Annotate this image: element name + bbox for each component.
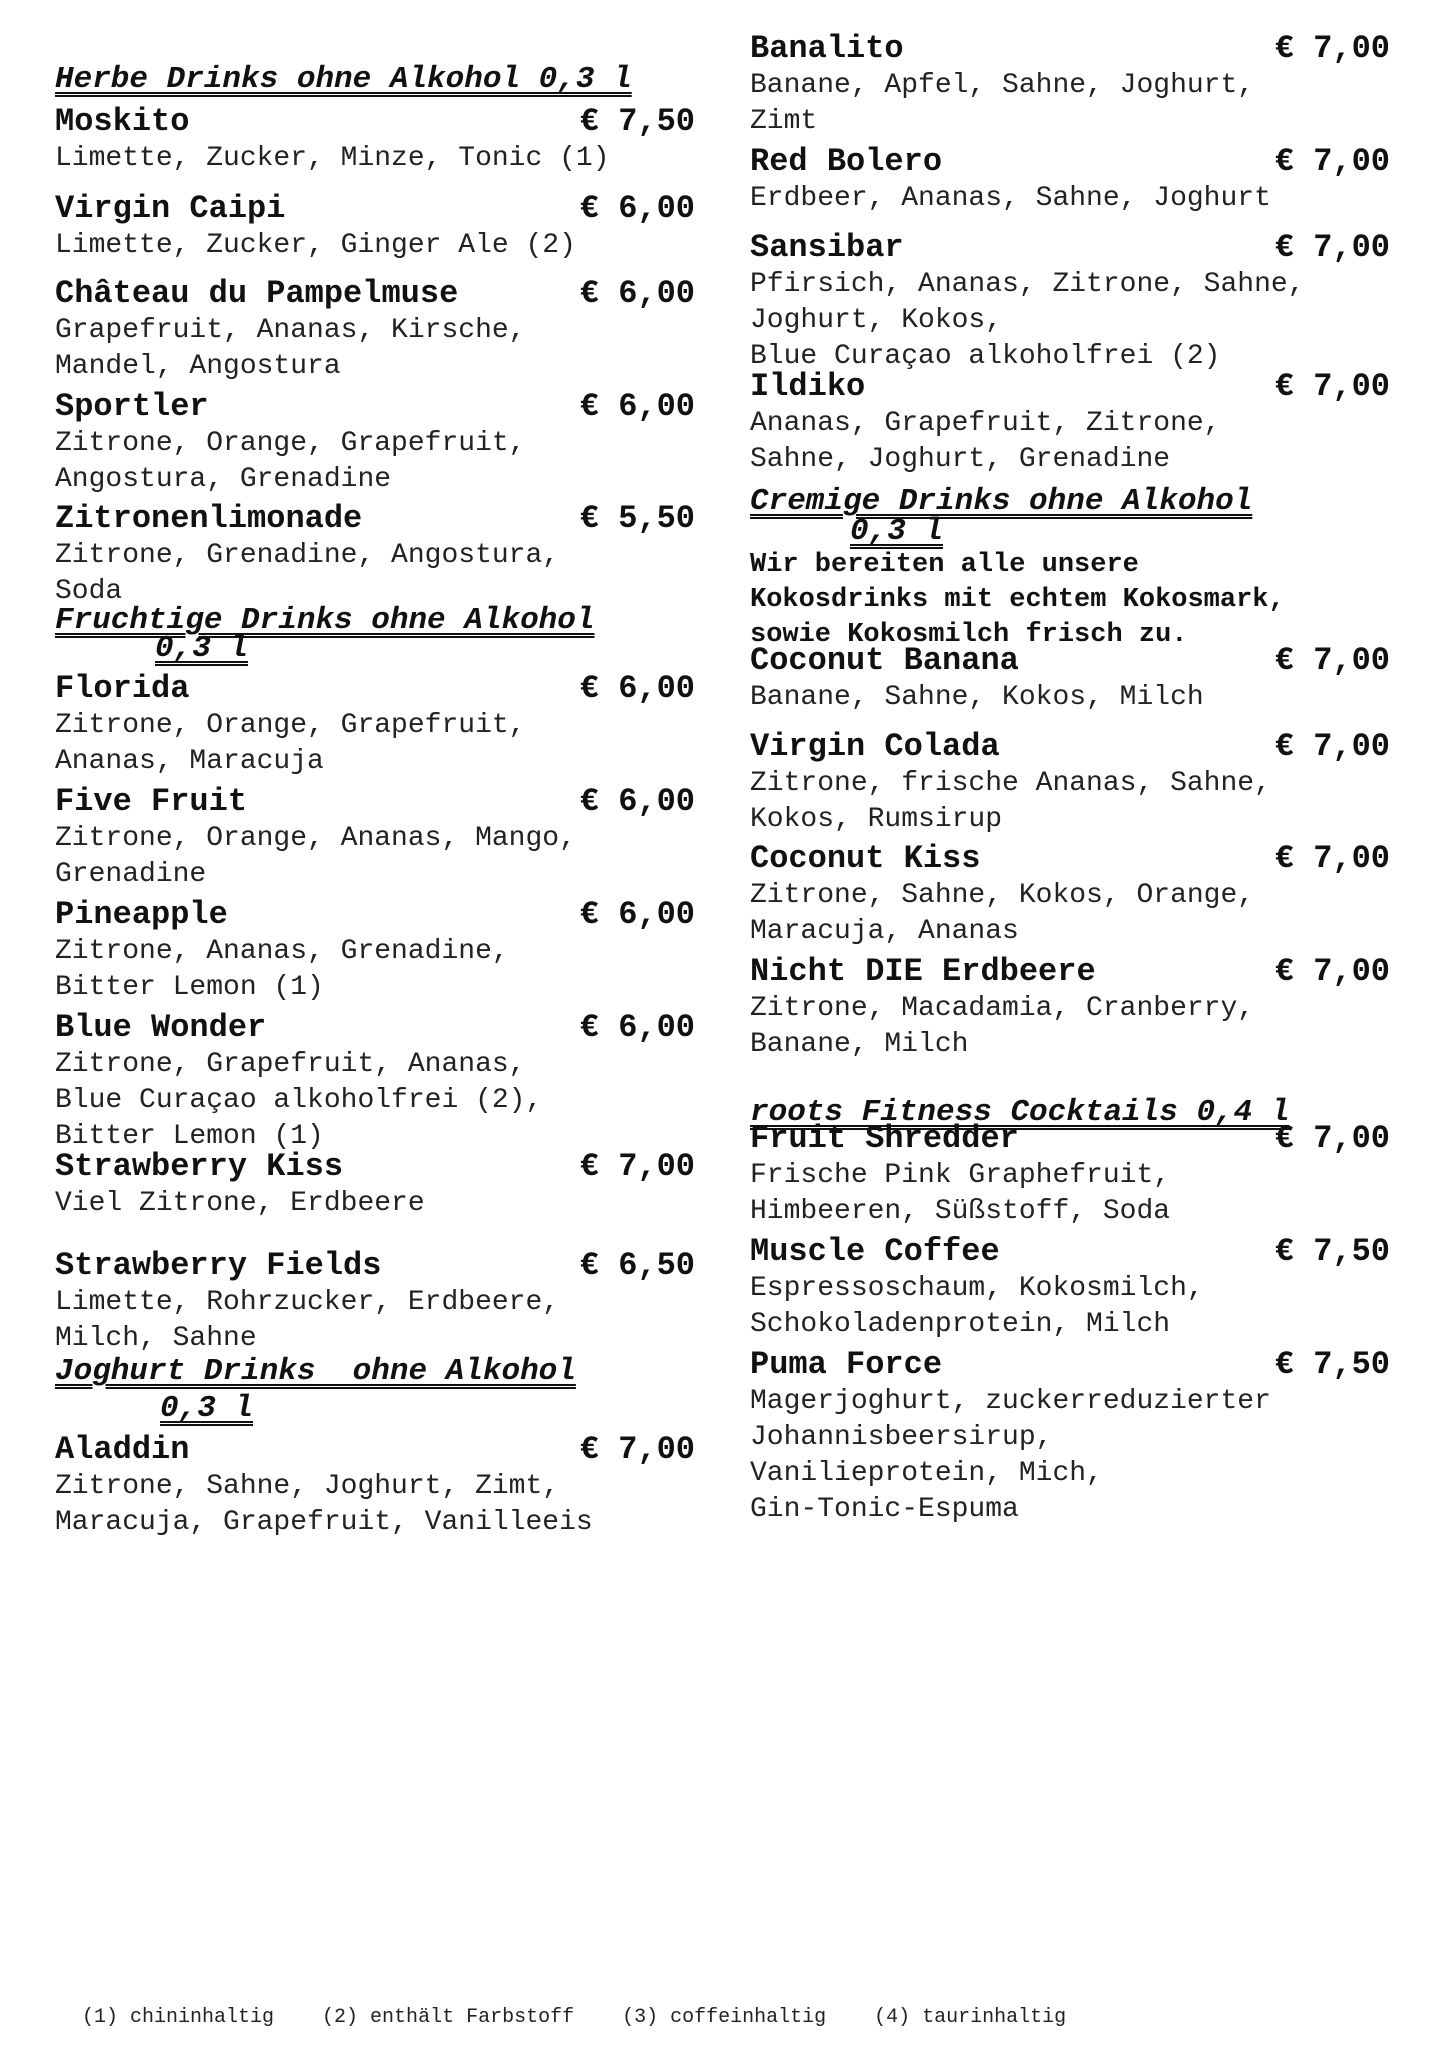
drink-price: € 7,00	[1274, 840, 1390, 877]
section-heading-volume: 0,3 l	[850, 514, 944, 549]
drink-name: Zitronenlimonade	[55, 500, 363, 537]
drink-price: € 7,50	[1274, 1346, 1390, 1383]
footnote-3: (3) coffeinhaltig	[622, 2006, 827, 2029]
menu-item-header	[55, 1247, 695, 1285]
drink-name: Five Fruit	[55, 783, 248, 820]
menu-item	[750, 368, 1390, 478]
menu-item	[750, 1346, 1390, 1528]
drink-ingredients: Zimt	[750, 106, 818, 137]
menu-item	[750, 229, 1390, 375]
drink-ingredients: Bitter Lemon (1)	[55, 972, 324, 1003]
drink-ingredients: Erdbeer, Ananas, Sahne, Joghurt	[750, 183, 1271, 214]
section-heading-volume: 0,3 l	[160, 1391, 254, 1426]
menu-item-header	[55, 103, 695, 141]
drink-ingredients: Johannisbeersirup,	[750, 1422, 1053, 1453]
drink-price: € 6,00	[579, 896, 695, 933]
menu-item	[55, 896, 695, 1006]
drink-price: € 5,50	[579, 500, 695, 537]
drink-ingredients: Ananas, Maracuja	[55, 746, 324, 777]
menu-item-header	[55, 1431, 695, 1469]
drink-ingredients: Himbeeren, Süßstoff, Soda	[750, 1196, 1171, 1227]
menu-item	[55, 103, 695, 177]
drink-ingredients: Vanilieprotein, Mich,	[750, 1458, 1103, 1489]
drink-ingredients: Zitrone, Sahne, Joghurt, Zimt,	[55, 1471, 560, 1502]
drink-ingredients: Grenadine	[55, 859, 207, 890]
drink-ingredients: Limette, Zucker, Ginger Ale (2)	[55, 230, 576, 261]
menu-item-header	[750, 953, 1390, 991]
menu-item	[55, 1148, 695, 1222]
drink-ingredients: Pfirsich, Ananas, Zitrone, Sahne,	[750, 269, 1305, 300]
drink-ingredients: Soda	[55, 576, 123, 607]
drink-ingredients: Zitrone, Macadamia, Cranberry,	[750, 993, 1255, 1024]
drink-ingredients: Frische Pink Graphefruit,	[750, 1160, 1171, 1191]
drink-name: Virgin Colada	[750, 728, 1000, 765]
drink-ingredients: Gin-Tonic-Espuma	[750, 1494, 1019, 1525]
menu-item	[55, 1247, 695, 1357]
drink-name: Puma Force	[750, 1346, 943, 1383]
drink-name: Florida	[55, 670, 190, 707]
drink-ingredients: Angostura, Grenadine	[55, 464, 392, 495]
footnote-1: (1) chininhaltig	[82, 2006, 275, 2029]
section-note: Wir bereiten alle unsere Kokosdrinks mit echtem Kokosmark, sowie Kokosmilch frisch zu.	[750, 550, 1285, 650]
menu-item-header	[750, 642, 1390, 680]
section-heading-volume: 0,3 l	[155, 631, 249, 666]
drink-name: Château du Pampelmuse	[55, 275, 459, 312]
menu-item	[750, 143, 1390, 217]
drink-price: € 7,00	[1274, 229, 1390, 266]
drink-name: Aladdin	[55, 1431, 190, 1468]
drink-price: € 7,00	[1274, 143, 1390, 180]
menu-item-header	[55, 275, 695, 313]
drink-ingredients: Zitrone, Orange, Grapefruit,	[55, 710, 526, 741]
menu-item	[750, 728, 1390, 838]
drink-name: Coconut Banana	[750, 642, 1019, 679]
drink-name: Muscle Coffee	[750, 1233, 1000, 1270]
drink-ingredients: Mandel, Angostura	[55, 351, 341, 382]
menu-item-header	[750, 1346, 1390, 1384]
footnote-4: (4) taurinhaltig	[874, 2006, 1067, 2029]
drink-name: Red Bolero	[750, 143, 943, 180]
drink-price: € 7,00	[1274, 368, 1390, 405]
menu-item-header	[55, 388, 695, 426]
menu-item-header	[55, 190, 695, 228]
drink-price: € 7,00	[1274, 642, 1390, 679]
drink-ingredients: Blue Curaçao alkoholfrei (2)	[750, 341, 1221, 372]
drink-name: Banalito	[750, 30, 904, 67]
drink-name: Nicht DIE Erdbeere	[750, 953, 1096, 990]
menu-item	[750, 1233, 1390, 1343]
menu-item	[750, 1120, 1390, 1230]
drink-ingredients: Blue Curaçao alkoholfrei (2),	[55, 1085, 543, 1116]
drink-price: € 7,00	[579, 1148, 695, 1185]
menu-item-header	[750, 728, 1390, 766]
menu-item	[55, 500, 695, 610]
drink-name: Sportler	[55, 388, 209, 425]
drink-price: € 6,00	[579, 783, 695, 820]
section-heading: roots Fitness Cocktails 0,4 l	[750, 1095, 1290, 1130]
drink-price: € 7,00	[1274, 953, 1390, 990]
drink-ingredients: Zitrone, Orange, Ananas, Mango,	[55, 823, 576, 854]
menu-item	[55, 275, 695, 385]
menu-item	[750, 953, 1390, 1063]
menu-item-header	[55, 1009, 695, 1047]
footnote-2: (2) enthält Farbstoff	[322, 2006, 575, 2029]
menu-item-header	[750, 143, 1390, 181]
menu-item	[55, 190, 695, 264]
menu-item-header	[750, 1120, 1390, 1158]
drink-price: € 6,00	[579, 1009, 695, 1046]
menu-item-header	[55, 1148, 695, 1186]
menu-item	[55, 1009, 695, 1155]
drink-ingredients: Maracuja, Grapefruit, Vanilleeis	[55, 1507, 593, 1538]
menu-item-header	[55, 896, 695, 934]
drink-ingredients: Kokos, Rumsirup	[750, 804, 1003, 835]
menu-item	[55, 388, 695, 498]
menu-item	[55, 783, 695, 893]
menu-item	[750, 30, 1390, 140]
drink-ingredients: Espressoschaum, Kokosmilch,	[750, 1273, 1204, 1304]
drink-ingredients: Banane, Apfel, Sahne, Joghurt,	[750, 70, 1255, 101]
section-heading: Joghurt Drinks ohne Alkohol	[55, 1354, 576, 1389]
drink-price: € 7,00	[1274, 1120, 1390, 1157]
menu-item	[750, 642, 1390, 716]
drink-name: Strawberry Fields	[55, 1247, 382, 1284]
menu-item-header	[750, 30, 1390, 68]
drink-price: € 6,00	[579, 190, 695, 227]
drink-ingredients: Maracuja, Ananas	[750, 916, 1019, 947]
drink-ingredients: Milch, Sahne	[55, 1323, 257, 1354]
drink-ingredients: Magerjoghurt, zuckerreduzierter	[750, 1386, 1271, 1417]
drink-ingredients: Zitrone, Sahne, Kokos, Orange,	[750, 880, 1255, 911]
menu-item-header	[750, 840, 1390, 878]
drink-ingredients: Banane, Milch	[750, 1029, 969, 1060]
drink-name: Fruit Shredder	[750, 1120, 1019, 1157]
menu-item	[750, 840, 1390, 950]
drink-name: Blue Wonder	[55, 1009, 267, 1046]
menu-item	[55, 670, 695, 780]
menu-item-header	[750, 368, 1390, 406]
drink-price: € 6,00	[579, 275, 695, 312]
drink-ingredients: Zitrone, Ananas, Grenadine,	[55, 936, 509, 967]
section-heading: Herbe Drinks ohne Alkohol 0,3 l	[55, 62, 632, 97]
drink-name: Pineapple	[55, 896, 228, 933]
drink-name: Virgin Caipi	[55, 190, 286, 227]
section-heading: Cremige Drinks ohne Alkohol	[750, 484, 1253, 519]
drink-name: Ildiko	[750, 368, 866, 405]
menu-item-header	[750, 1233, 1390, 1271]
menu-item-header	[55, 500, 695, 538]
drink-price: € 6,00	[579, 388, 695, 425]
menu-item-header	[750, 229, 1390, 267]
drink-ingredients: Limette, Zucker, Minze, Tonic (1)	[55, 143, 610, 174]
drink-ingredients: Zitrone, Grenadine, Angostura,	[55, 540, 560, 571]
drink-price: € 7,00	[1274, 30, 1390, 67]
drink-name: Strawberry Kiss	[55, 1148, 344, 1185]
drink-ingredients: Zitrone, Orange, Grapefruit,	[55, 428, 526, 459]
drink-price: € 7,00	[579, 1431, 695, 1468]
drink-ingredients: Joghurt, Kokos,	[750, 305, 1003, 336]
drink-ingredients: Limette, Rohrzucker, Erdbeere,	[55, 1287, 560, 1318]
drink-ingredients: Zitrone, frische Ananas, Sahne,	[750, 768, 1271, 799]
footnotes	[58, 1983, 1158, 2029]
drink-ingredients: Schokoladenprotein, Milch	[750, 1309, 1171, 1340]
drink-price: € 7,00	[1274, 728, 1390, 765]
menu-item-header	[55, 783, 695, 821]
drink-name: Sansibar	[750, 229, 904, 266]
drink-name: Coconut Kiss	[750, 840, 981, 877]
drink-ingredients: Grapefruit, Ananas, Kirsche,	[55, 315, 526, 346]
drink-ingredients: Zitrone, Grapefruit, Ananas,	[55, 1049, 526, 1080]
drink-ingredients: Sahne, Joghurt, Grenadine	[750, 444, 1171, 475]
drink-ingredients: Bitter Lemon (1)	[55, 1121, 324, 1152]
drink-ingredients: Viel Zitrone, Erdbeere	[55, 1188, 425, 1219]
menu-item	[55, 1431, 695, 1541]
drink-price: € 7,50	[579, 103, 695, 140]
menu-item-header	[55, 670, 695, 708]
drink-ingredients: Ananas, Grapefruit, Zitrone,	[750, 408, 1221, 439]
drink-price: € 7,50	[1274, 1233, 1390, 1270]
section-heading: Fruchtige Drinks ohne Alkohol	[55, 603, 595, 638]
drink-price: € 6,00	[579, 670, 695, 707]
drink-ingredients: Banane, Sahne, Kokos, Milch	[750, 682, 1204, 713]
drink-price: € 6,50	[579, 1247, 695, 1284]
drink-name: Moskito	[55, 103, 190, 140]
